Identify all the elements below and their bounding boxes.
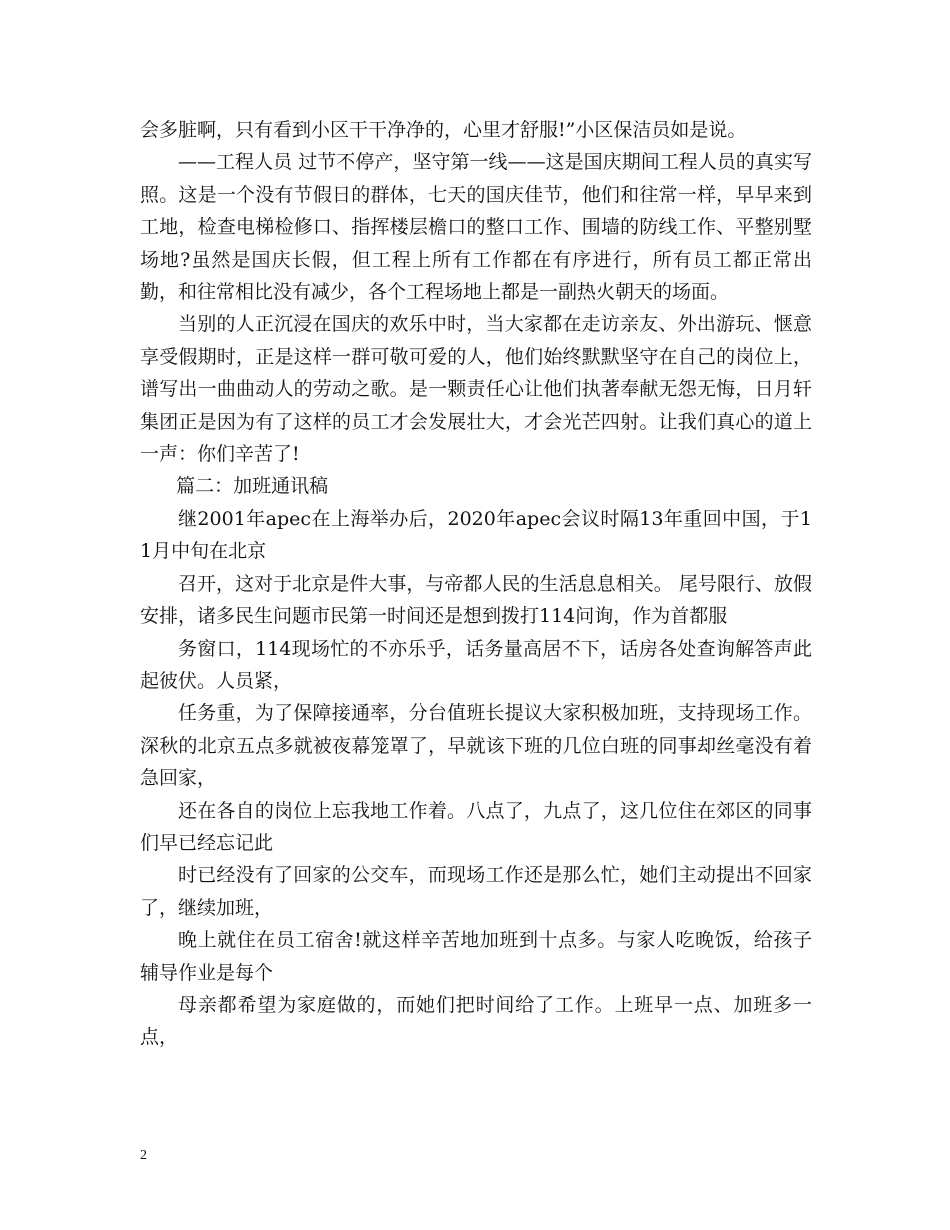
paragraph-5: 召开，这对于北京是件大事，与帝都人民的生活息息相关。 尾号限行、放假安排，诸多民生问题市民第一时间还是想到拨打114问询，作为首都服 xyxy=(140,572,812,628)
document-body xyxy=(140,114,812,1054)
paragraph-2: ——工程人员 过节不停产，坚守第一线——这是国庆期间工程人员的真实写照。这是一个没有节假日的群体，七天的国庆佳节，他们和往常一样，早早来到工地，检查电梯检修口、指挥楼层檐口的整口工作、围墙的防线工作、平整别墅场地?虽然是国庆长假，但工程上所有工作都在有序进行，所有员工都正常出勤，和往常相比没有减少，各个工程场地上都是一副热火朝天的场面。 xyxy=(140,151,812,304)
paragraph-1: 会多脏啊，只有看到小区干干净净的，心里才舒服!”小区保洁员如是说。 xyxy=(140,119,747,141)
paragraph-9: 时已经没有了回家的公交车，而现场工作还是那么忙，她们主动提出不回家了，继续加班， xyxy=(140,864,812,919)
paragraph-11: 母亲都希望为家庭做的，而她们把时间给了工作。上班早一点、加班多一点， xyxy=(140,993,812,1049)
paragraph-7: 任务重，为了保障接通率，分台值班长提议大家积极加班，支持现场工作。深秋的北京五点多就被夜幕笼罩了，早就该下班的几位白班的同事却丝毫没有着急回家， xyxy=(140,702,812,790)
paragraph-3: 当别的人正沉浸在国庆的欢乐中时，当大家都在走访亲友、外出游玩、惬意享受假期时，正是这样一群可敬可爱的人，他们始终默默坚守在自己的岗位上，谱写出一曲曲动人的劳动之歌。是一颗责任心让他们执著奉献无怨无悔，日月轩集团正是因为有了这样的员工才会发展壮大，才会光芒四射。让我们真心的道上一声：你们辛苦了! xyxy=(140,313,812,466)
paragraph-10: 晚上就住在员工宿舍!就这样辛苦地加班到十点多。与家人吃晚饭，给孩子辅导作业是每个 xyxy=(140,929,812,984)
paragraph-8: 还在各自的岗位上忘我地工作着。八点了，九点了，这几位住在郊区的同事们早已经忘记此 xyxy=(140,799,812,854)
section-heading: 篇二：加班通讯稿 xyxy=(176,475,329,498)
paragraph-4: 继2001年apec在上海举办后，2020年apec会议时隔13年重回中国，于11月中旬在北京 xyxy=(140,507,812,563)
paragraph-6: 务窗口，114现场忙的不亦乐乎，话务量高居不下，话房各处查询解答声此起彼伏。人员紧， xyxy=(140,637,812,692)
page-number: 2 xyxy=(140,1148,147,1163)
